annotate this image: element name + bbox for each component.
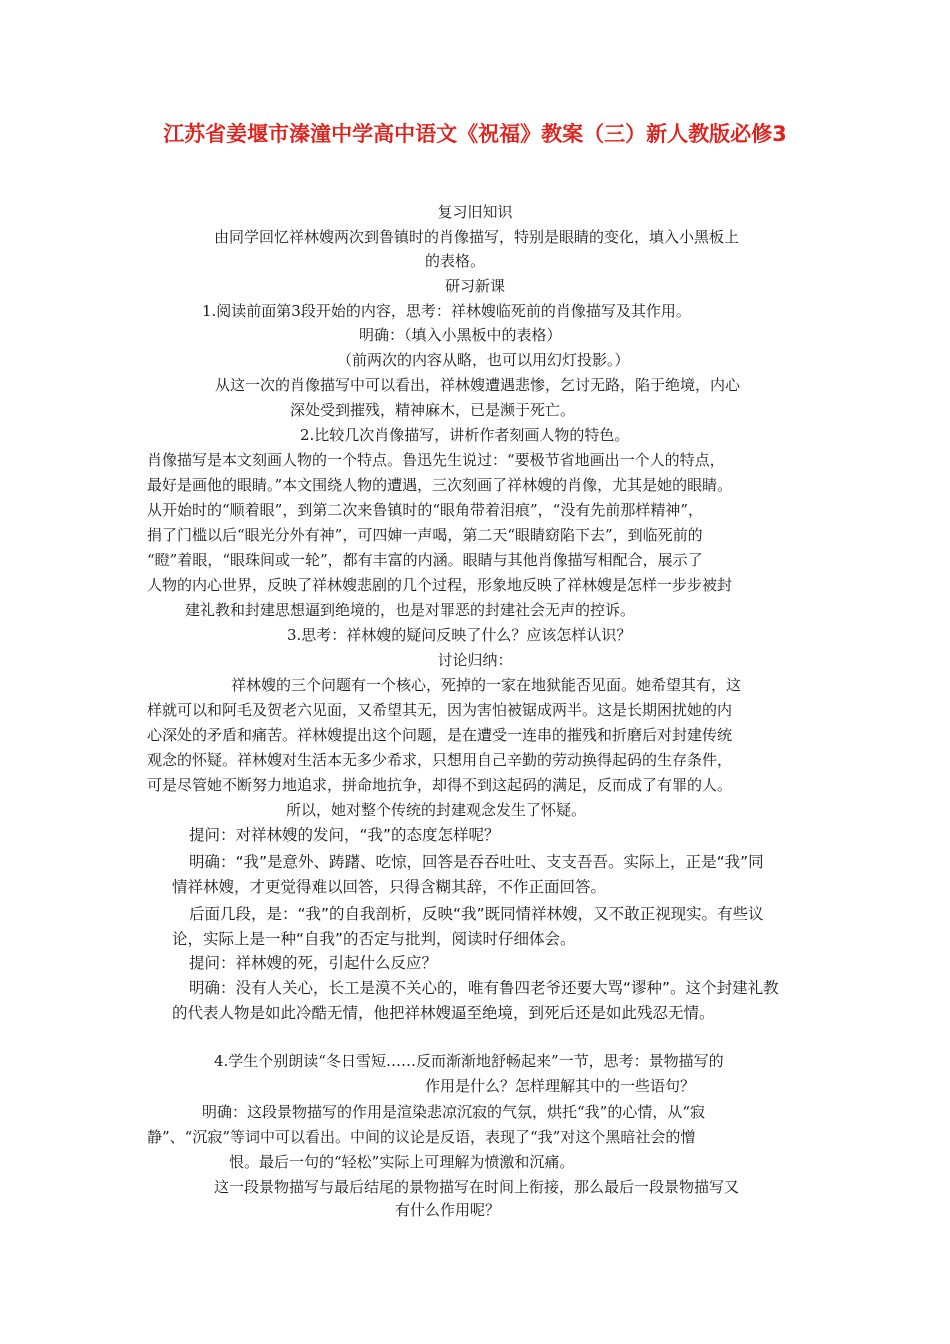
text-line: 明确：这段景物描写的作用是渲染悲凉沉寂的气氛，烘托“我”的心情，从“寂 (202, 1103, 706, 1121)
question-3: 3.思考：祥林嫂的疑问反映了什么？应该怎样认识？ (287, 626, 632, 644)
section-heading-new: 研习新课 (444, 277, 505, 295)
question-2: 2.比较几次肖像描写，讲析作者刻画人物的特色。 (300, 426, 630, 444)
text-line: 情祥林嫂，才更觉得难以回答，只得含糊其辞，不作正面回答。 (172, 878, 607, 896)
discussion-heading: 讨论归纳： (437, 651, 513, 669)
text-line: 最好是画他的眼睛。”本文围绕人物的遭遇，三次刻画了祥林嫂的肖像，尤其是她的眼睛。 (147, 476, 733, 494)
text-line: 祥林嫂的三个问题有一个核心，死掉的一家在地狱能否见面。她希望其有，这 (231, 676, 742, 694)
text-line: 作用是什么？怎样理解其中的一些语句？ (425, 1077, 696, 1095)
text-line: 人物的内心世界，反映了祥林嫂悲剧的几个过程，形象地反映了祥林嫂是怎样一步步被封 (147, 576, 733, 594)
text-line: 从这一次的肖像描写中可以看出，祥林嫂遭遇悲惨，乞讨无路，陷于绝境，内心 (215, 376, 741, 394)
question-prompt: 提问：对祥林嫂的发问，“我”的态度怎样呢？ (189, 826, 500, 844)
text-line: 由同学回忆祥林嫂两次到鲁镇时的肖像描写，特别是眼睛的变化，填入小黑板上 (214, 228, 740, 246)
text-line: （前两次的内容从略，也可以用幻灯投影。） (337, 351, 630, 369)
text-line: 可是尽管她不断努力地追求，拼命地抗争，却得不到这起码的满足，反而成了有罪的人。 (147, 776, 733, 794)
text-line: 论，实际上是一种“自我”的否定与批判，阅读时仔细体会。 (172, 930, 576, 948)
text-line: 恨。最后一句的“轻松”实际上可理解为愤激和沉痛。 (229, 1153, 575, 1171)
text-line: 明确：没有人关心，长工是漠不关心的，唯有鲁四老爷还要大骂“谬种”。这个封建礼教 (189, 979, 779, 997)
text-line: 建礼教和封建思想逼到绝境的，也是对罪恶的封建社会无声的控诉。 (185, 601, 636, 619)
text-line: 后面几段，是：“我”的自我剖析，反映“我”既同情祥林嫂，又不敢正视现实。有些议 (189, 905, 764, 923)
text-line: 样就可以和阿毛及贺老六见面，又希望其无，因为害怕被锯成两半。这是长期困扰她的内 (147, 701, 733, 719)
text-line: 的代表人物是如此冷酷无情，他把祥林嫂逼至绝境，到死后还是如此残忍无情。 (172, 1004, 715, 1022)
text-line: 捐了门槛以后“眼光分外有神”，可四婶一声喝，第二天“眼睛窈陷下去”，到临死前的 (147, 526, 703, 544)
text-line: 静”、“沉寂”等词中可以看出。中间的议论是反语，表现了“我”对这个黑暗社会的憎 (147, 1128, 696, 1146)
text-line: 有什么作用呢？ (395, 1201, 501, 1219)
text-line: 所以，她对整个传统的封建观念发生了怀疑。 (286, 801, 587, 819)
text-line: 观念的怀疑。祥林嫂对生活本无多少希求，只想用自己辛勤的劳动换得起码的生存条件， (147, 751, 733, 769)
question-prompt: 提问：祥林嫂的死，引起什么反应？ (189, 954, 438, 972)
question-4: 4.学生个别朗读“冬日雪短……反而渐渐地舒畅起来”一节，思考：景物描写的 (214, 1052, 724, 1070)
text-line: 从开始时的“顺着眼”，到第二次来鲁镇时的“眼角带着泪痕”，“没有先前那样精神”， (147, 501, 704, 519)
text-line: “瞪”着眼，“眼珠间或一轮”，都有丰富的内涵。眼睛与其他肖像描写相配合，展示了 (147, 551, 703, 569)
section-heading-review: 复习旧知识 (437, 203, 513, 221)
question-1: 1.阅读前面第3段开始的内容，思考：祥林嫂临死前的肖像描写及其作用。 (202, 302, 691, 320)
text-line: 肖像描写是本文刻画人物的一个特点。鲁迅先生说过：“要极节省地画出一个人的特点， (147, 451, 725, 469)
text-line: 明确：（填入小黑板中的表格） (359, 326, 562, 344)
document-title: 江苏省姜堰市溱潼中学高中语文《祝福》教案（三）新人教版必修3 (163, 122, 787, 146)
text-line: 的表格。 (425, 252, 486, 270)
text-line: 明确：“我”是意外、踌躇、吃惊，回答是吞吞吐吐、支支吾吾。实际上，正是“我”同 (189, 853, 764, 871)
text-line: 心深处的矛盾和痛苦。祥林嫂提出这个问题，是在遭受一连串的摧残和折磨后对封建传统 (147, 726, 733, 744)
text-line: 这一段景物描写与最后结尾的景物描写在时间上衔接，那么最后一段景物描写又 (214, 1178, 740, 1196)
text-line: 深处受到摧残，精神麻木，已是濒于死亡。 (290, 401, 576, 419)
